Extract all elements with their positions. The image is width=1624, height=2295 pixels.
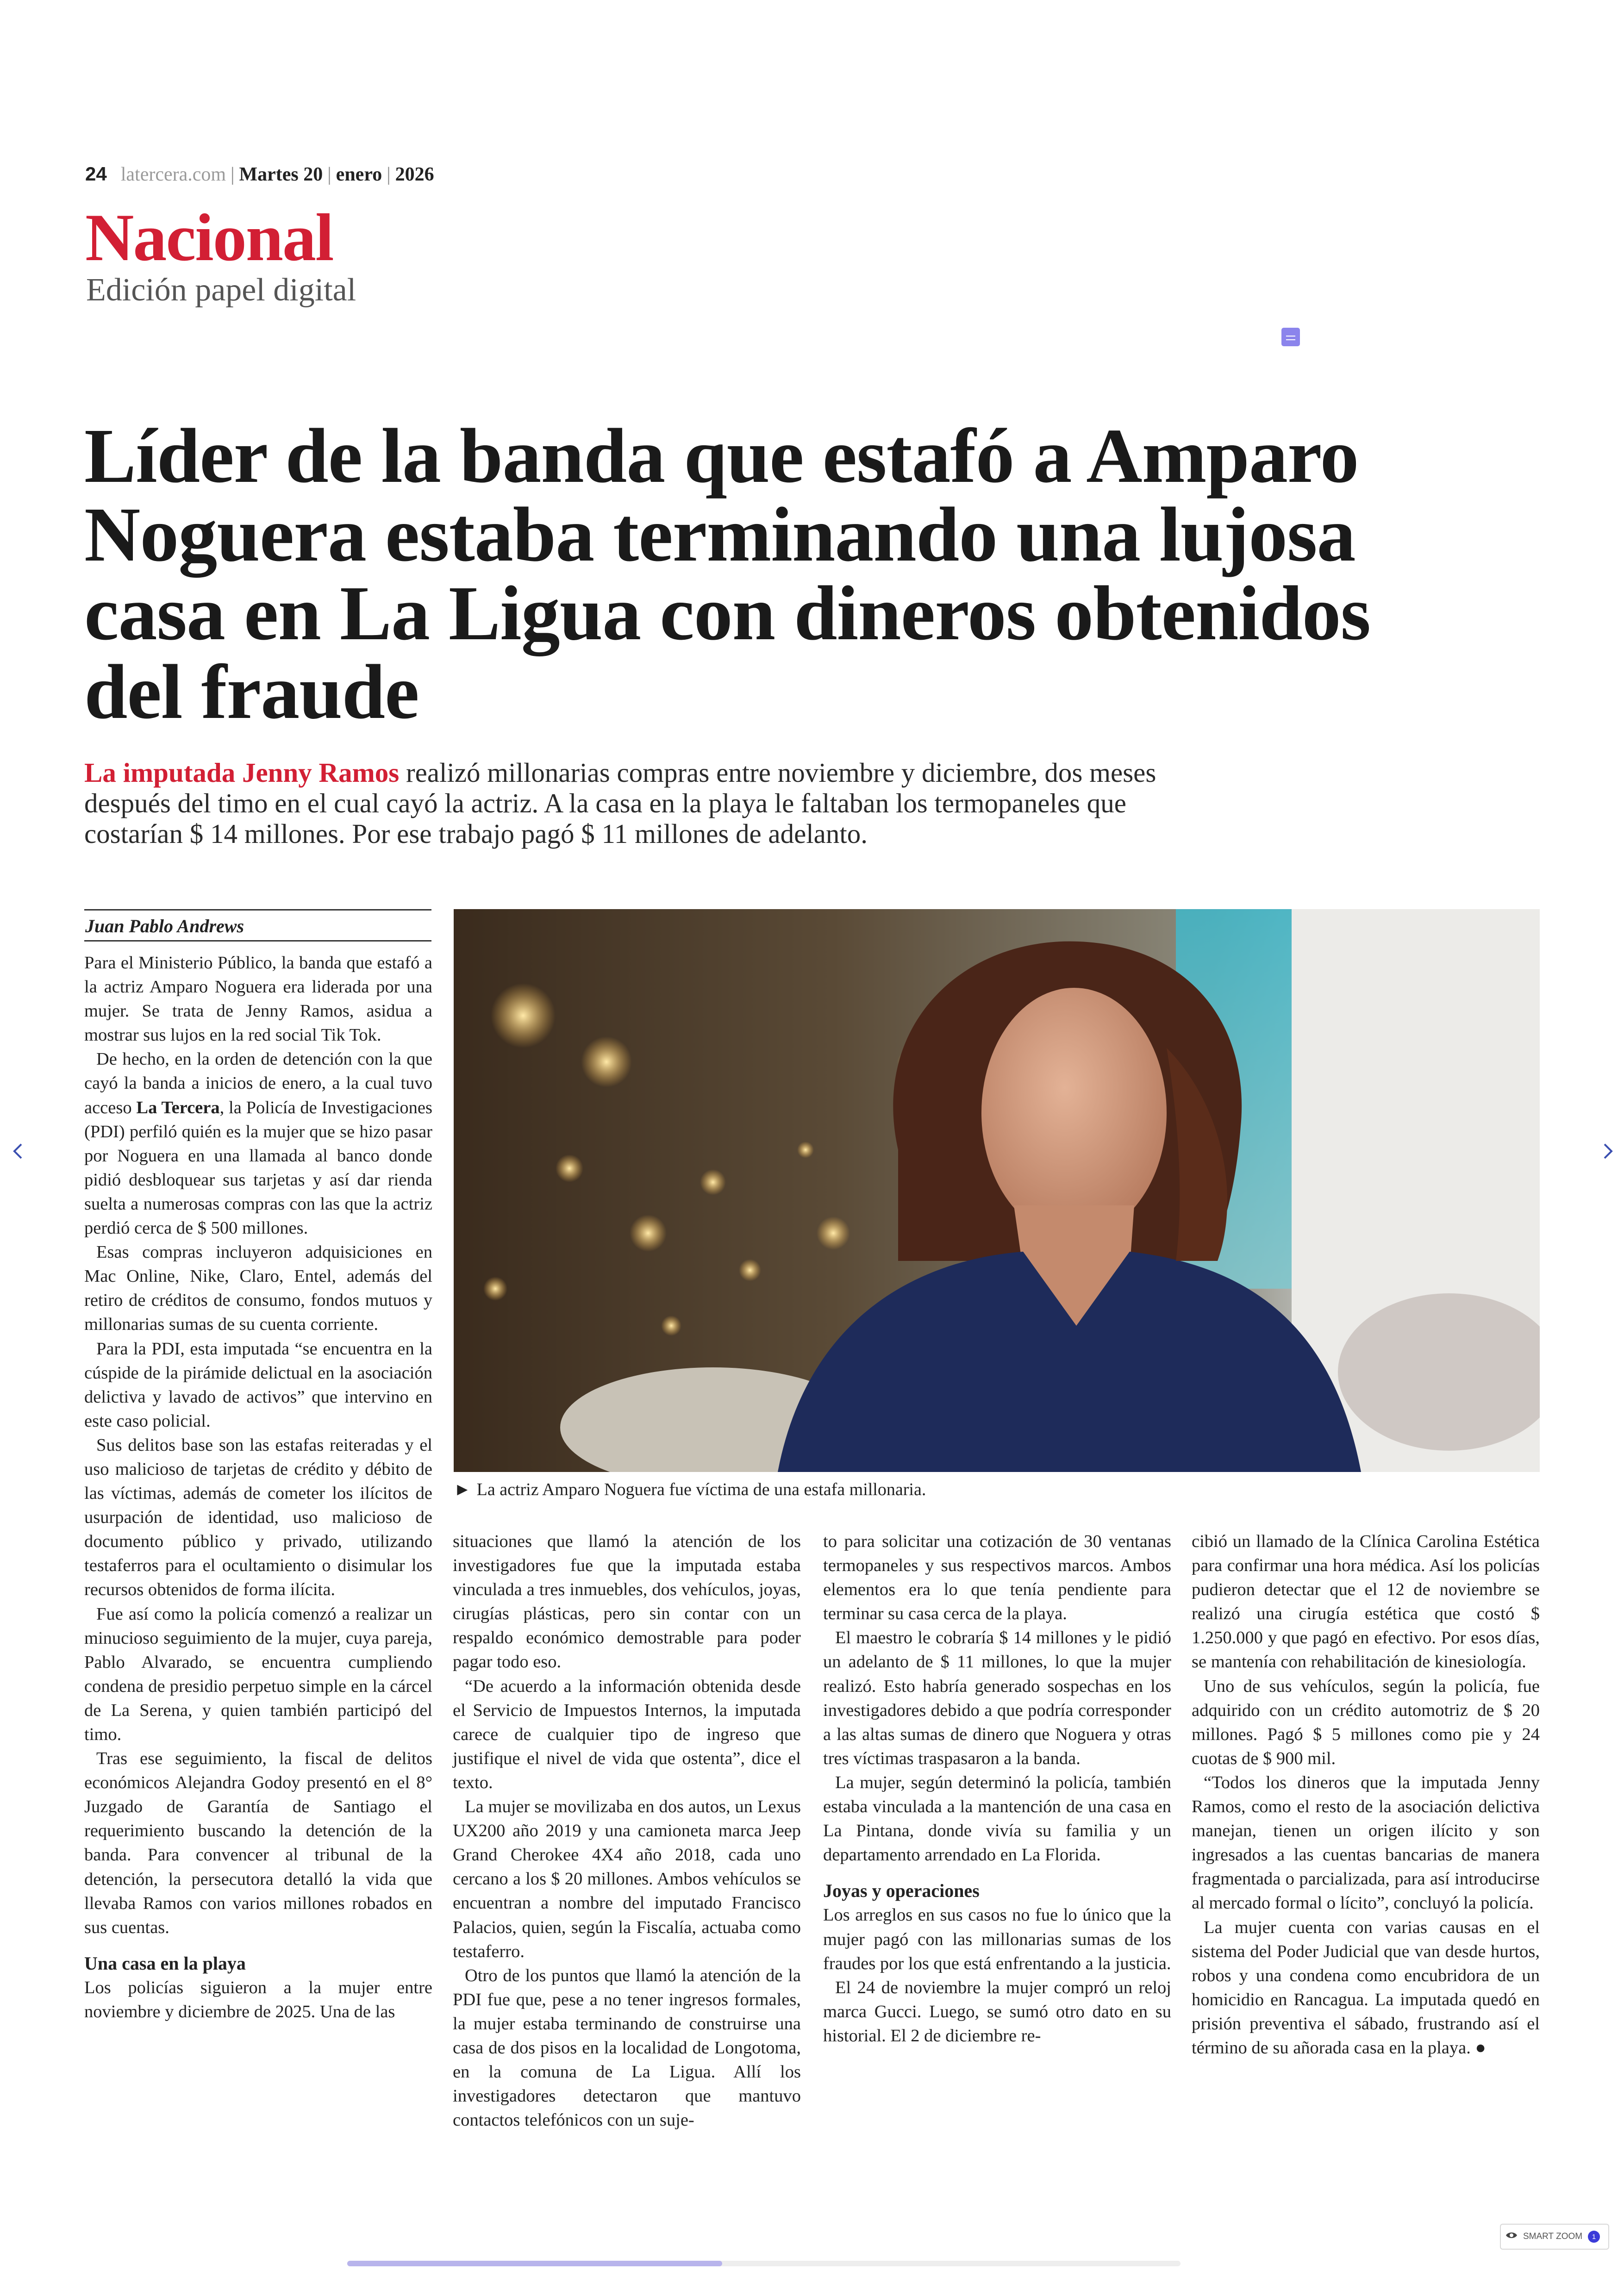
- end-mark-icon: ●: [1475, 2038, 1486, 2058]
- paragraph: El 24 de noviembre la mujer compró un reloj marca Gucci. Luego, se sumó otro dato en su historial. El 2 de diciembre re-: [823, 1977, 1171, 2046]
- paragraph: cibió un llamado de la Clínica Carolina Estética para confirmar una hora médica. Así los policías pudieron detectar que el 12 de noviembre se realizó una cirugía estética que costó $ 1.250.000 y que pagó en efectivo. Por esos días, se mantenía con rehabilitación de kinesiología.: [1192, 1532, 1540, 1672]
- paragraph: Tras ese seguimiento, la fiscal de delitos económicos Alejandra Godoy presentó en el 8° Juzgado de Garantía de Santiago el requerimiento buscando la detención de la banda. Para convencer al tribunal de la detención, la persecutora detalló la vida que llevaba Ramos con varios millones robados en sus cuentas.: [84, 1749, 432, 1937]
- paragraph: La mujer se movilizaba en dos autos, un Lexus UX200 año 2019 y una camioneta marca Jeep Grand Cherokee 4X4 año 2018, cada uno cercano a los $ 20 millones. Ambos vehículos se encuentran a nombre del imputado Francisco Palacios, quien, según la Fiscalía, actuaba como testaferro.: [453, 1797, 801, 1961]
- site-name: latercera.com: [120, 164, 226, 185]
- article-column-1: [84, 951, 432, 2024]
- section-title: Nacional: [85, 200, 333, 275]
- paragraph: La mujer, según determinó la policía, también estaba vinculada a la mantención de una casa en La Pintana, donde vivía su familia y un departamento arrendado en La Florida.: [823, 1772, 1171, 1865]
- author-name: Juan Pablo Andrews: [85, 916, 244, 936]
- paragraph: Otro de los puntos que llamó la atención de la PDI fue que, pese a no tener ingresos formales, la mujer estaba terminando de construirse una casa de dos pisos en la localidad de Longotoma, en la comuna de La Ligua. Allí los investigadores detectaron que mantuvo contactos telefónicos con un suje-: [453, 1965, 801, 2130]
- paragraph: Los arreglos en sus casos no fue lo único que la mujer pagó con las millonarias sumas de los fraudes por los que está enfrentando a la justicia.: [823, 1905, 1171, 1973]
- previous-page-arrow-icon[interactable]: [6, 1140, 30, 1163]
- paragraph: De hecho, en la orden de detención con la que cayó la banda a inicios de enero, a la cual tuvo acceso La Tercera, la Policía de Investigaciones (PDI) perfiló quién es la mujer que se hizo pasar por Noguera en una llamada al banco donde pidió desbloquear sus tarjetas y así dar rienda suelta a numerosas compras con las que la actriz perdió cerca de $ 500 millones.: [84, 1049, 432, 1238]
- paragraph: “De acuerdo a la información obtenida desde el Servicio de Impuestos Internos, la imputada carece de cualquier tipo de ingreso que justifique el nivel de vida que ostenta”, dice el texto.: [453, 1676, 801, 1792]
- subheading: Joyas y operaciones: [823, 1880, 980, 1902]
- byline: [84, 909, 431, 942]
- page-number: 24: [85, 163, 107, 185]
- eye-icon: [1505, 2231, 1518, 2242]
- paragraph: Sus delitos base son las estafas reiteradas y el uso malicioso de tarjetas de crédito y débito de las víctimas, además de cometer los ilícitos de usurpación de identidad, uso malicioso de documento público y privado, utilizando testaferros para el ocultamiento o disimular los recursos obtenidos de forma ilícita.: [84, 1435, 432, 1600]
- article-headline: Líder de la banda que estafó a Amparo Noguera estaba terminando una lujosa casa en La Ligua con dineros obtenidos del fraude: [84, 413, 1371, 735]
- paragraph: “Todos los dineros que la imputada Jenny Ramos, como el resto de la asociación delictiva manejan, tienen un origen ilícito y son ingresados a las cuentas bancarias de manera fragmentada o parcializada, para así introducirse al mercado formal o lícito”, concluyó la policía.: [1192, 1772, 1540, 1913]
- smart-zoom-badge: 1: [1588, 2231, 1600, 2243]
- paragraph: Uno de sus vehículos, según la policía, fue adquirido con un crédito automotriz de $ 20 millones. Pagó $ 5 millones como pie y 24 cuotas de $ 900 mil.: [1192, 1676, 1540, 1768]
- paragraph: El maestro le cobraría $ 14 millones y le pidió un adelanto de $ 11 millones, lo que la mujer realizó. Esto habría generado sospechas en los investigadores debido a que podría corresponder a las altas sumas de dinero que Noguera y otras tres víctimas traspasaron a la banda.: [823, 1628, 1171, 1768]
- caption-arrow-icon: ►: [454, 1480, 471, 1499]
- article-lead: [84, 757, 1205, 849]
- paragraph: to para solicitar una cotización de 30 ventanas termopaneles y sus respectivos marcos. Ambos elementos era lo que tenía pendiente para terminar su casa cerca de la playa.: [823, 1532, 1171, 1624]
- date-day: Martes 20: [239, 164, 323, 185]
- paragraph: Fue así como la policía comenzó a realizar un minucioso seguimiento de la mujer, cuya pareja, Pablo Alvarado, se encuentra cumpliendo condena de presidio perpetuo simple en la cárcel de La Serena, y quien también participó del timo.: [84, 1604, 432, 1744]
- subheading: Una casa en la playa: [84, 1952, 246, 1974]
- article-column-2: [453, 1529, 801, 2132]
- photo-amparo-noguera: [454, 909, 1540, 1472]
- edition-label: Edición papel digital: [86, 272, 356, 308]
- article-photo: [454, 909, 1540, 1472]
- smart-zoom-button[interactable]: [1500, 2224, 1609, 2250]
- lead-text: realizó millonarias compras entre noviembre y diciembre, dos meses después del timo en el cual cayó la actriz. A la casa en la playa le faltaban los termopaneles que costarían $ 14 millones. Por ese trabajo pagó $ 11 millones de adelanto.: [84, 757, 1156, 849]
- paragraph: Para el Ministerio Público, la banda que estafó a la actriz Amparo Noguera era liderada por una mujer. Se trata de Jenny Ramos, asidua a mostrar sus lujos en la red social Tik Tok.: [84, 953, 432, 1045]
- article-column-3: [823, 1529, 1171, 2048]
- date-year: 2026: [395, 164, 434, 185]
- page-scrollbar-thumb[interactable]: [347, 2261, 722, 2266]
- smart-zoom-label: SMART ZOOM: [1523, 2232, 1583, 2241]
- paragraph: La mujer cuenta con varias causas en el sistema del Poder Judicial que van desde hurtos, robos y una condena como encubridora de un homicidio en Rancagua. La imputada quedó en prisión preventiva el sábado, frustrando así el término de su añorada casa en la playa. ●: [1192, 1917, 1540, 2058]
- date-month: enero: [336, 164, 382, 185]
- article-column-4: [1192, 1529, 1540, 2060]
- paragraph: situaciones que llamó la atención de los investigadores fue que la imputada estaba vinculada a tres inmuebles, dos vehículos, joyas, cirugías plásticas, pero sin contar con un respaldo económico demostrable para poder pagar todo eso.: [453, 1532, 801, 1672]
- photo-caption: ► La actriz Amparo Noguera fue víctima de una estafa millonaria.: [454, 1480, 926, 1499]
- lead-highlight: La imputada Jenny Ramos: [84, 757, 400, 788]
- paragraph: Para la PDI, esta imputada “se encuentra en la cúspide de la pirámide delictual en la asociación delictiva y lavado de activos” que intervino en este caso policial.: [84, 1339, 432, 1431]
- comment-icon[interactable]: [1281, 328, 1300, 346]
- page-header: 24 latercera.com | Martes 20 | enero | 2026: [85, 163, 434, 185]
- paragraph: Esas compras incluyeron adquisiciones en Mac Online, Nike, Claro, Entel, además del retiro de créditos de consumo, fondos mutuos y millonarias sumas de su cuenta corriente.: [84, 1242, 432, 1335]
- next-page-arrow-icon[interactable]: [1596, 1140, 1619, 1163]
- paragraph: Los policías siguieron a la mujer entre noviembre y diciembre de 2025. Una de las: [84, 1977, 432, 2022]
